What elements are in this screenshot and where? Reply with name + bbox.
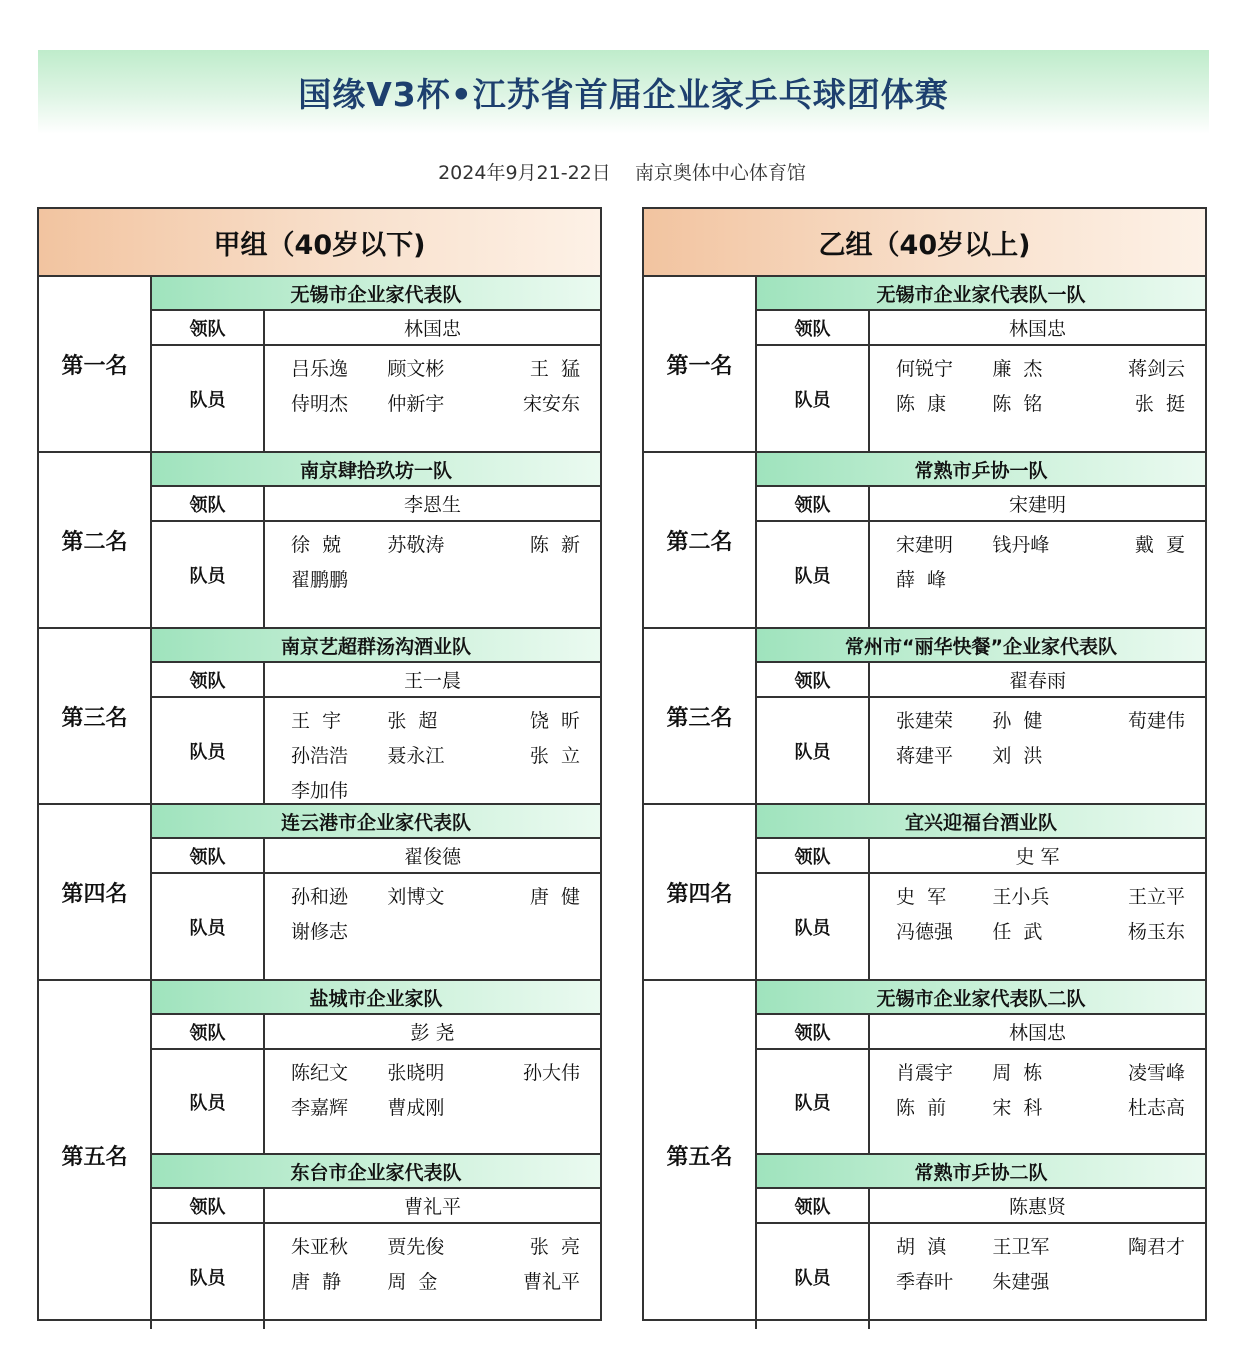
team-name: 无锡市企业家代表队一队 (757, 277, 1205, 311)
team-name: 连云港市企业家代表队 (152, 805, 600, 839)
event-date-venue: 2024年9月21-22日 南京奥体中心体育馆 (438, 162, 806, 184)
members-label: 队员 (757, 874, 870, 979)
member-name: 肖震宇 (896, 1062, 954, 1084)
member-name: 蒋建平 (896, 745, 954, 767)
leader-label: 领队 (152, 1189, 265, 1222)
team-block (152, 1155, 600, 1329)
member-name: 廉 杰 (992, 358, 1043, 380)
members-row (152, 346, 600, 451)
leader-name: 翟春雨 (1008, 670, 1066, 692)
member-name: 钱丹峰 (992, 534, 1050, 556)
leader-row (152, 1189, 600, 1224)
group-table-b (642, 207, 1207, 1321)
member-name: 曹成刚 (387, 1097, 445, 1119)
leader-name: 彭 尧 (410, 1022, 455, 1044)
leader-name: 王一晨 (403, 670, 461, 692)
members-row (757, 874, 1205, 979)
place-label: 第一名 (644, 277, 757, 451)
members-row (152, 874, 600, 979)
member-name: 李加伟 (291, 780, 349, 802)
member-name: 蒋剑云 (1127, 358, 1185, 380)
members-label: 队员 (757, 698, 870, 803)
member-list (870, 522, 1205, 627)
member-name: 张建荣 (896, 710, 954, 732)
place-block (39, 629, 600, 805)
members-label: 队员 (152, 522, 265, 627)
team-block (757, 1155, 1205, 1329)
place-teams (757, 277, 1205, 451)
member-name: 张 超 (387, 710, 438, 732)
members-label: 队员 (757, 1224, 870, 1329)
member-name: 孙浩浩 (291, 745, 349, 767)
team-block (152, 453, 600, 627)
member-list (870, 1224, 1205, 1329)
member-name: 刘 洪 (992, 745, 1043, 767)
leader-name: 曹礼平 (403, 1196, 461, 1218)
members-label: 队员 (152, 1050, 265, 1153)
members-label: 队员 (757, 346, 870, 451)
leader-row (152, 663, 600, 698)
leader-label: 领队 (757, 1189, 870, 1222)
member-list (265, 1224, 600, 1329)
leader-name: 李恩生 (403, 494, 461, 516)
leader-label: 领队 (152, 1015, 265, 1048)
member-list (870, 698, 1205, 803)
member-name: 翟鹏鹏 (291, 569, 349, 591)
group-header: 乙组（40岁以上) (644, 209, 1205, 277)
members-row (152, 698, 600, 803)
member-name: 张 挺 (1134, 393, 1185, 415)
member-list (265, 698, 600, 803)
member-name: 谢修志 (291, 921, 349, 943)
group-table-a (37, 207, 602, 1321)
member-name: 杜志高 (1127, 1097, 1185, 1119)
member-name: 戴 夏 (1134, 534, 1185, 556)
team-block (757, 277, 1205, 451)
member-list (870, 346, 1205, 451)
leader-row (757, 839, 1205, 874)
leader-row (152, 1015, 600, 1050)
team-block (152, 805, 600, 979)
member-name: 冯德强 (896, 921, 954, 943)
member-name: 陈 康 (896, 393, 947, 415)
members-label: 队员 (152, 1224, 265, 1329)
leader-label: 领队 (757, 487, 870, 520)
leader-row (757, 311, 1205, 346)
members-row (757, 1224, 1205, 1329)
team-name: 常州市“丽华快餐”企业家代表队 (757, 629, 1205, 663)
team-block (757, 629, 1205, 803)
place-label: 第二名 (644, 453, 757, 627)
team-block (757, 805, 1205, 979)
members-row (757, 522, 1205, 627)
member-name: 陈 新 (529, 534, 580, 556)
leader-label: 领队 (152, 487, 265, 520)
member-name: 宋 科 (992, 1097, 1043, 1119)
place-teams (152, 453, 600, 627)
members-label: 队员 (152, 698, 265, 803)
member-name: 朱建强 (992, 1271, 1050, 1293)
place-teams (152, 805, 600, 979)
member-name: 孙 健 (992, 710, 1043, 732)
team-name: 东台市企业家代表队 (152, 1155, 600, 1189)
leader-label: 领队 (152, 663, 265, 696)
member-name: 史 军 (896, 886, 947, 908)
place-block (644, 805, 1205, 981)
team-block (757, 453, 1205, 627)
place-label: 第一名 (39, 277, 152, 451)
leader-row (152, 487, 600, 522)
member-name: 王卫军 (992, 1236, 1050, 1258)
team-name: 常熟市乒协二队 (757, 1155, 1205, 1189)
leader-name: 翟俊德 (403, 846, 461, 868)
member-name: 宋建明 (896, 534, 954, 556)
member-name: 何锐宁 (896, 358, 954, 380)
leader-name: 史 军 (1015, 846, 1060, 868)
place-label: 第四名 (644, 805, 757, 979)
member-name: 周 金 (387, 1271, 438, 1293)
member-name: 曹礼平 (522, 1271, 580, 1293)
team-name: 无锡市企业家代表队 (152, 277, 600, 311)
place-block (39, 277, 600, 453)
leader-name: 林国忠 (1008, 1022, 1066, 1044)
leader-row (757, 663, 1205, 698)
members-row (152, 1224, 600, 1329)
member-name: 王 猛 (529, 358, 580, 380)
members-label: 队员 (757, 1050, 870, 1153)
team-name: 无锡市企业家代表队二队 (757, 981, 1205, 1015)
page-title: 国缘V3杯•江苏省首届企业家乒乓球团体赛 (298, 74, 949, 114)
members-row (757, 346, 1205, 451)
member-name: 朱亚秋 (291, 1236, 349, 1258)
place-teams (152, 981, 600, 1329)
leader-row (152, 839, 600, 874)
member-list (265, 522, 600, 627)
place-label: 第三名 (39, 629, 152, 803)
member-list (265, 1050, 600, 1153)
place-label: 第四名 (39, 805, 152, 979)
member-name: 王小兵 (992, 886, 1050, 908)
team-name: 盐城市企业家队 (152, 981, 600, 1015)
members-row (152, 522, 600, 627)
member-name: 陶君才 (1127, 1236, 1185, 1258)
member-name: 孙大伟 (522, 1062, 580, 1084)
member-list (870, 1050, 1205, 1153)
member-name: 陈 前 (896, 1097, 947, 1119)
leader-row (757, 1189, 1205, 1224)
members-row (757, 1050, 1205, 1155)
leader-label: 领队 (757, 1015, 870, 1048)
member-name: 仲新宇 (387, 393, 445, 415)
place-block (644, 277, 1205, 453)
member-name: 宋安东 (522, 393, 580, 415)
member-name: 饶 昕 (529, 710, 580, 732)
leader-name: 陈惠贤 (1008, 1196, 1066, 1218)
place-block (644, 981, 1205, 1329)
member-name: 徐 兢 (291, 534, 342, 556)
team-name: 南京肆拾玖坊一队 (152, 453, 600, 487)
place-block (644, 453, 1205, 629)
place-teams (757, 629, 1205, 803)
members-label: 队员 (152, 346, 265, 451)
member-name: 凌雪峰 (1127, 1062, 1185, 1084)
member-name: 顾文彬 (387, 358, 445, 380)
team-block (152, 981, 600, 1155)
place-label: 第五名 (644, 981, 757, 1329)
member-name: 陈纪文 (291, 1062, 349, 1084)
member-name: 张 立 (529, 745, 580, 767)
member-name: 张晓明 (387, 1062, 445, 1084)
member-name: 杨玉东 (1127, 921, 1185, 943)
member-name: 贾先俊 (387, 1236, 445, 1258)
member-list (870, 874, 1205, 979)
member-name: 苏敬涛 (387, 534, 445, 556)
leader-name: 宋建明 (1008, 494, 1066, 516)
member-name: 唐 健 (529, 886, 580, 908)
leader-name: 林国忠 (403, 318, 461, 340)
place-label: 第三名 (644, 629, 757, 803)
member-name: 李嘉辉 (291, 1097, 349, 1119)
team-block (152, 629, 600, 803)
leader-name: 林国忠 (1008, 318, 1066, 340)
leader-row (757, 487, 1205, 522)
team-block (152, 277, 600, 451)
member-name: 侍明杰 (291, 393, 349, 415)
member-name: 荀建伟 (1127, 710, 1185, 732)
leader-label: 领队 (152, 839, 265, 872)
place-teams (757, 981, 1205, 1329)
member-name: 季春叶 (896, 1271, 954, 1293)
leader-row (757, 1015, 1205, 1050)
member-name: 胡 滇 (896, 1236, 947, 1258)
member-name: 刘博文 (387, 886, 445, 908)
leader-label: 领队 (757, 839, 870, 872)
place-teams (757, 805, 1205, 979)
members-label: 队员 (152, 874, 265, 979)
members-row (152, 1050, 600, 1155)
member-name: 张 亮 (529, 1236, 580, 1258)
place-teams (152, 277, 600, 451)
member-name: 薛 峰 (896, 569, 947, 591)
members-label: 队员 (757, 522, 870, 627)
leader-label: 领队 (757, 311, 870, 344)
member-list (265, 874, 600, 979)
leader-row (152, 311, 600, 346)
team-block (757, 981, 1205, 1155)
team-name: 常熟市乒协一队 (757, 453, 1205, 487)
place-block (644, 629, 1205, 805)
member-name: 陈 铭 (992, 393, 1043, 415)
place-teams (152, 629, 600, 803)
title-banner (38, 50, 1209, 134)
place-label: 第五名 (39, 981, 152, 1329)
place-block (39, 453, 600, 629)
leader-label: 领队 (152, 311, 265, 344)
member-list (265, 346, 600, 451)
member-name: 聂永江 (387, 745, 445, 767)
team-name: 宜兴迎福台酒业队 (757, 805, 1205, 839)
place-block (39, 981, 600, 1329)
member-name: 王 宇 (291, 710, 342, 732)
leader-label: 领队 (757, 663, 870, 696)
member-name: 唐 静 (291, 1271, 342, 1293)
group-header: 甲组（40岁以下) (39, 209, 600, 277)
member-name: 孙和逊 (291, 886, 349, 908)
place-block (39, 805, 600, 981)
place-label: 第二名 (39, 453, 152, 627)
members-row (757, 698, 1205, 803)
place-teams (757, 453, 1205, 627)
member-name: 王立平 (1127, 886, 1185, 908)
member-name: 任 武 (992, 921, 1043, 943)
team-name: 南京艺超群汤沟酒业队 (152, 629, 600, 663)
member-name: 周 栋 (992, 1062, 1043, 1084)
member-name: 吕乐逸 (291, 358, 349, 380)
